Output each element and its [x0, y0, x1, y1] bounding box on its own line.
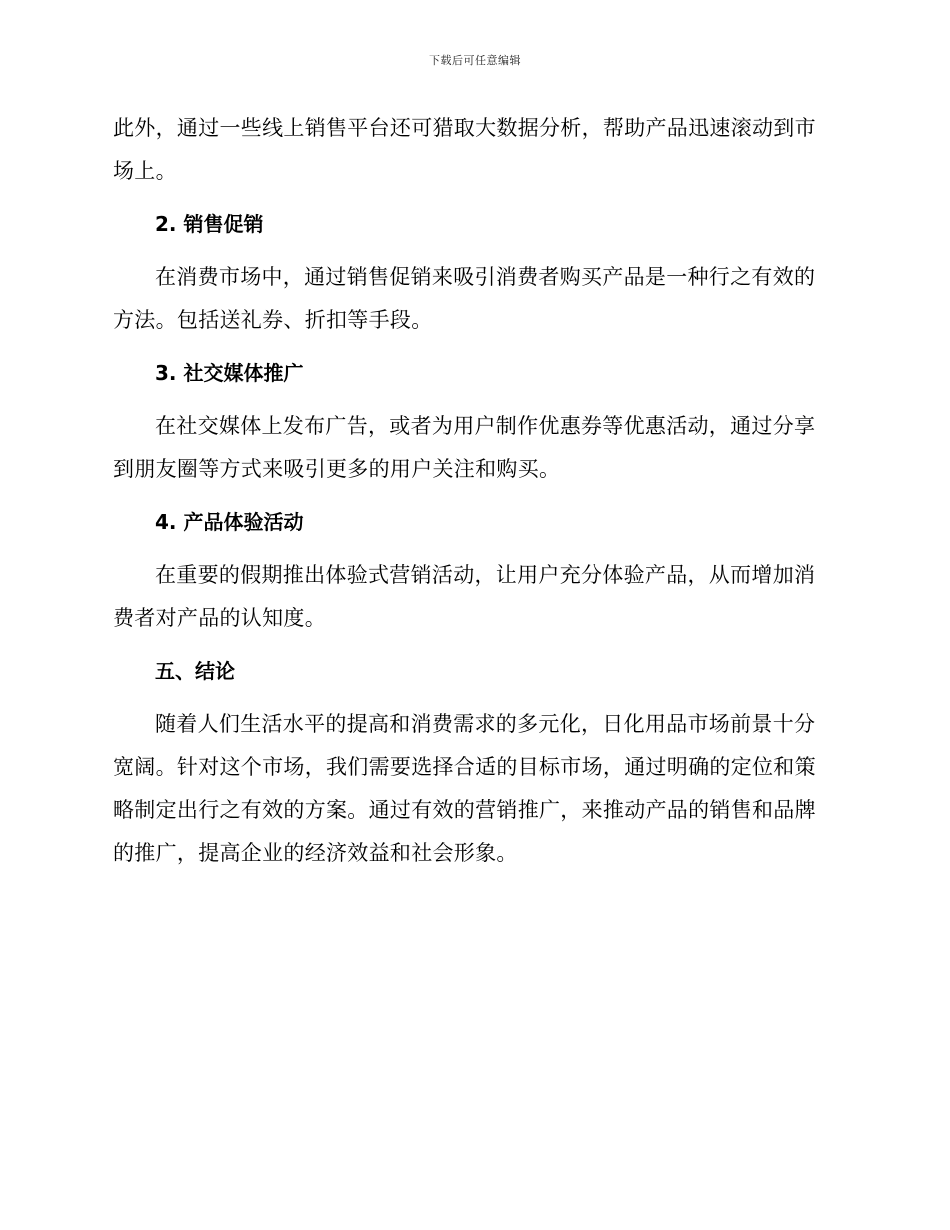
section-paragraph-product-experience: 在重要的假期推出体验式营销活动，让用户充分体验产品，从而增加消费者对产品的认知度。: [113, 563, 816, 630]
section-paragraph-conclusion: 随着人们生活水平的提高和消费需求的多元化，日化用品市场前景十分宽阔。针对这个市场，我们需要选择合适的目标市场，通过明确的定位和策略制定出行之有效的方案。通过有效的营销推广，来推动产品的销售和品牌的推广，提高企业的经济效益和社会形象。: [113, 712, 816, 865]
page-header: 下载后可任意编辑: [429, 54, 521, 67]
section-heading-sales-promotion: 2. 销售促销: [155, 212, 264, 236]
section-heading-product-experience: 4. 产品体验活动: [155, 510, 304, 534]
section-heading-social-media: 3. 社交媒体推广: [155, 361, 304, 385]
section-heading-conclusion: 五、结论: [155, 659, 235, 683]
section-paragraph-social-media: 在社交媒体上发布广告，或者为用户制作优惠券等优惠活动，通过分享到朋友圈等方式来吸引更多的用户关注和购买。: [113, 414, 816, 481]
intro-paragraph: 此外，通过一些线上销售平台还可猎取大数据分析，帮助产品迅速滚动到市场上。: [113, 116, 816, 183]
document-body: [113, 107, 833, 875]
section-paragraph-sales-promotion: 在消费市场中，通过销售促销来吸引消费者购买产品是一种行之有效的方法。包括送礼券、折扣等手段。: [113, 265, 816, 332]
